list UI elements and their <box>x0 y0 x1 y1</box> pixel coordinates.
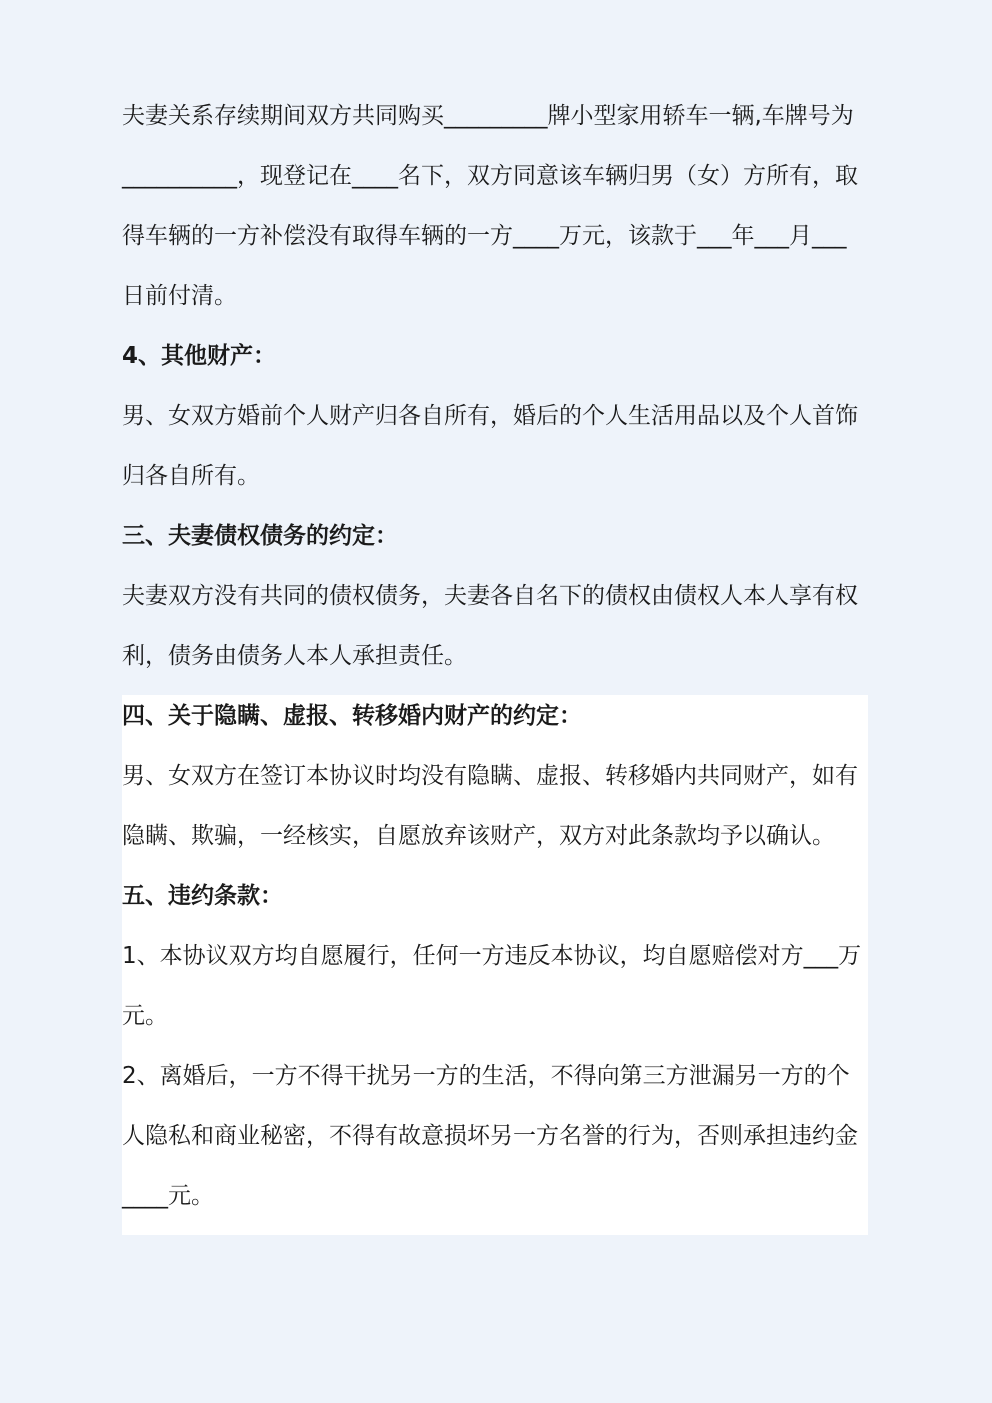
section-heading: 四、关于隐瞒、虚报、转移婚内财产的约定： <box>122 703 582 729</box>
paragraph-line: 利，债务由债务人本人承担责任。 <box>122 643 467 669</box>
paragraph-line: 人隐私和商业秘密，不得有故意损坏另一方名誉的行为，否则承担违约金 <box>122 1123 858 1149</box>
paragraph-line: 隐瞒、欺骗，一经核实，自愿放弃该财产，双方对此条款均予以确认。 <box>122 823 835 849</box>
document-body <box>122 86 882 1226</box>
paragraph-line: __________，现登记在____名下，双方同意该车辆归男（女）方所有，取 <box>122 163 858 189</box>
paragraph-line: ____元。 <box>122 1183 214 1209</box>
paragraph-line: 夫妻双方没有共同的债权债务，夫妻各自名下的债权由债权人本人享有权 <box>122 583 858 609</box>
section-heading: 三、夫妻债权债务的约定： <box>122 523 398 549</box>
paragraph-line: 元。 <box>122 1003 168 1029</box>
paragraph-line: 日前付清。 <box>122 283 237 309</box>
section-heading: 五、违约条款： <box>122 883 283 909</box>
paragraph-line: 男、女双方在签订本协议时均没有隐瞒、虚报、转移婚内共同财产，如有 <box>122 763 858 789</box>
paragraph-line: 得车辆的一方补偿没有取得车辆的一方____万元，该款于___年___月___ <box>122 223 847 249</box>
paragraph-line: 1、本协议双方均自愿履行，任何一方违反本协议，均自愿赔偿对方___万 <box>122 943 862 969</box>
paragraph-line: 归各自所有。 <box>122 463 260 489</box>
paragraph-line: 2、离婚后，一方不得干扰另一方的生活，不得向第三方泄漏另一方的个 <box>122 1063 850 1089</box>
paragraph-line: 男、女双方婚前个人财产归各自所有，婚后的个人生活用品以及个人首饰 <box>122 403 858 429</box>
section-heading: 4、其他财产： <box>122 343 277 369</box>
paragraph-line: 夫妻关系存续期间双方共同购买_________牌小型家用轿车一辆,车牌号为 <box>122 103 854 129</box>
